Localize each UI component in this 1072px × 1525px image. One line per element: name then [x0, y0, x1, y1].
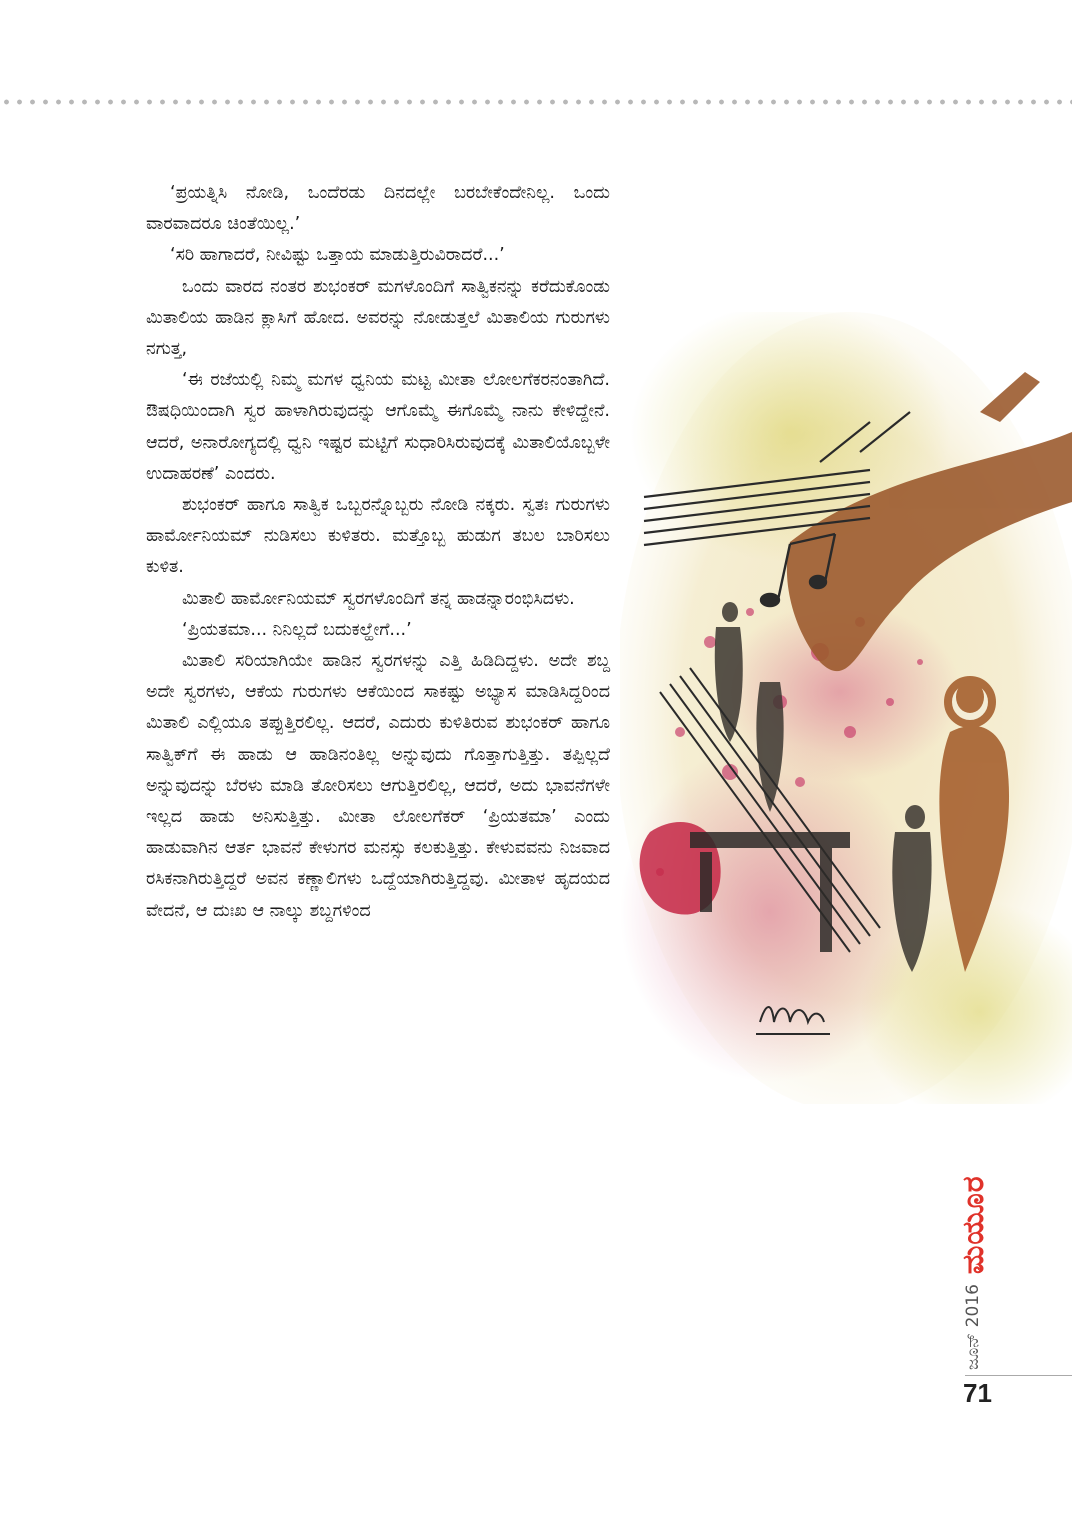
page-number-rule	[965, 1375, 1072, 1376]
article-paragraph: ‘ಈ ರಜೆಯಲ್ಲಿ ನಿಮ್ಮ ಮಗಳ ಧ್ವನಿಯ ಮಟ್ಟ ಮೀತಾ ಲೋಲಗೆಕರನಂತಾಗಿದೆ. ಔಷಧಿಯಿಂದಾಗಿ ಸ್ವರ ಹಾಳಾಗಿರುವುದನ್ನು ಆಗೊಮ್ಮೆ ಈಗೊಮ್ಮೆ ನಾನು ಕೇಳಿದ್ದೇನೆ. ಆದರೆ, ಅನಾರೋಗ್ಯದಲ್ಲಿ ಧ್ವನಿ ಇಷ್ಟರ ಮಟ್ಟಿಗೆ ಸುಧಾರಿಸಿರುವುದಕ್ಕೆ ಮಿತಾಲಿಯೊಬ್ಬಳೇ ಉದಾಹರಣೆ’ ಎಂದರು.	[146, 370, 610, 484]
article-body	[146, 178, 610, 927]
page-number: 71	[963, 1378, 992, 1408]
magazine-logo: ಮಯೂರ	[955, 1175, 991, 1275]
article-paragraph: ಒಂದು ವಾರದ ನಂತರ ಶುಭಂಕರ್ ಮಗಳೊಂದಿಗೆ ಸಾತ್ವಿಕನನ್ನು ಕರೆದುಕೊಂಡು ಮಿತಾಲಿಯ ಹಾಡಿನ ಕ್ಲಾಸಿಗೆ ಹೋದ. ಅವರನ್ನು ನೋಡುತ್ತಲೆ ಮಿತಾಲಿಯ ಗುರುಗಳು ನಗುತ್ತ,	[146, 276, 610, 360]
top-dotted-rule	[0, 98, 1072, 106]
article-paragraph: ಮಿತಾಲಿ ಸರಿಯಾಗಿಯೇ ಹಾಡಿನ ಸ್ವರಗಳನ್ನು ಎತ್ತಿ ಹಿಡಿದಿದ್ದಳು. ಅದೇ ಶಬ್ದ ಅದೇ ಸ್ವರಗಳು, ಆಕೆಯ ಗುರುಗಳು ಆಕೆಯಿಂದ ಸಾಕಷ್ಟು ಅಭ್ಯಾಸ ಮಾಡಿಸಿದ್ದರಿಂದ ಮಿತಾಲಿ ಎಲ್ಲಿಯೂ ತಪ್ಪುತ್ತಿರಲಿಲ್ಲ. ಆದರೆ, ಎದುರು ಕುಳಿತಿರುವ ಶುಭಂಕರ್ ಹಾಗೂ ಸಾತ್ವಿಕ್‌ಗೆ ಈ ಹಾಡು ಆ ಹಾಡಿನಂತಿಲ್ಲ ಅನ್ನುವುದು ಗೊತ್ತಾಗುತ್ತಿತ್ತು. ತಪ್ಪಿಲ್ಲದೆ ಅನ್ನುವುದನ್ನು ಬೆರಳು ಮಾಡಿ ತೋರಿಸಲು ಆಗುತ್ತಿರಲಿಲ್ಲ, ಆದರೆ, ಅದು ಭಾವನೆಗಳೇ ಇಲ್ಲದ ಹಾಡು ಅನಿಸುತ್ತಿತ್ತು. ಮೀತಾ ಲೋಲಗೆಕರ್ ‘ಪ್ರಿಯತಮಾ’ ಎಂದು ಹಾಡುವಾಗಿನ ಆರ್ತ ಭಾವನೆ ಕೇಳುಗರ ಮನಸ್ಸು ಕಲಕುತ್ತಿತ್ತು. ಕೇಳುವವನು ನಿಜವಾದ ರಸಿಕನಾಗಿರುತ್ತಿದ್ದರೆ ಅವನ ಕಣ್ಣಾಲಿಗಳು ಒದ್ದೆಯಾಗಿರುತ್ತಿದ್ದವು. ಮೀತಾಳ ಹೃದಯದ ವೇದನೆ, ಆ ದುಃಖ ಆ ನಾಲ್ಕು ಶಬ್ದಗಳಿಂದ	[146, 651, 610, 921]
article-paragraph: ಶುಭಂಕರ್ ಹಾಗೂ ಸಾತ್ವಿಕ ಒಬ್ಬರನ್ನೊಬ್ಬರು ನೋಡಿ ನಕ್ಕರು. ಸ್ವತಃ ಗುರುಗಳು ಹಾರ್ಮೋನಿಯಮ್ ನುಡಿಸಲು ಕುಳಿತರು. ಮತ್ತೊಬ್ಬ ಹುಡುಗ ತಬಲ ಬಾರಿಸಲು ಕುಳಿತ.	[146, 495, 610, 578]
article-paragraph: ‘ಪ್ರಿಯತಮಾ... ನಿನಿಲ್ಲದೆ ಬದುಕಲ್ಹೇಗೆ...’	[182, 619, 412, 640]
article-paragraph: ಮಿತಾಲಿ ಹಾರ್ಮೋನಿಯಮ್ ಸ್ವರಗಳೊಂದಿಗೆ ತನ್ನ ಹಾಡನ್ನಾರಂಭಿಸಿದಳು.	[182, 588, 575, 609]
magazine-side-strip	[955, 1102, 991, 1370]
issue-date: ಜೂನ್ 2016	[963, 1284, 983, 1370]
watercolor-illustration	[620, 312, 1072, 1104]
article-paragraph: ‘ಪ್ರಯತ್ನಿಸಿ ನೋಡಿ, ಒಂದೆರಡು ದಿನದಲ್ಲೇ ಬರಬೇಕೆಂದೇನಿಲ್ಲ. ಒಂದು ವಾರವಾದರೂ ಚಿಂತೆಯಿಲ್ಲ.’	[146, 183, 610, 235]
rotated-masthead	[955, 1102, 991, 1370]
article-paragraph: ‘ಸರಿ ಹಾಗಾದರೆ, ನೀವಿಷ್ಟು ಒತ್ತಾಯ ಮಾಡುತ್ತಿರುವಿರಾದರೆ...’	[170, 245, 505, 266]
